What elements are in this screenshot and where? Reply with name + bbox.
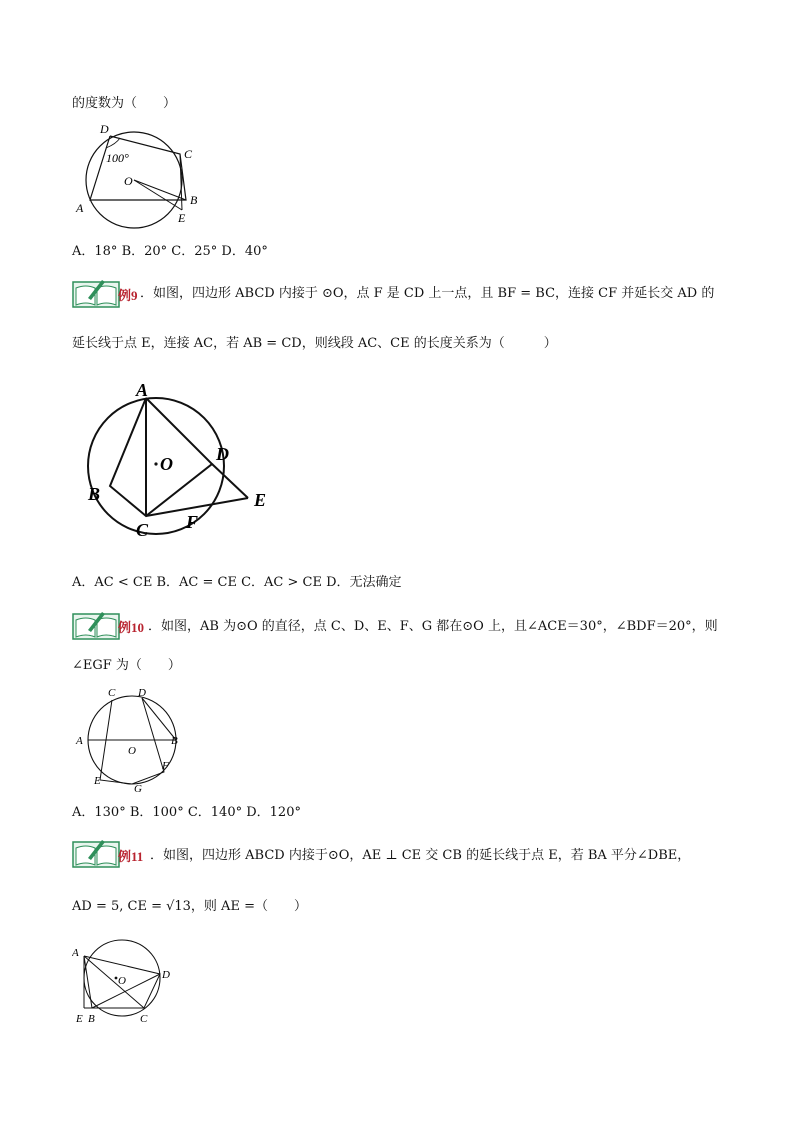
q10-fig-label: F	[162, 760, 169, 772]
q11-fig-label: O	[118, 975, 126, 987]
q11-stem-line1: ．如图，四边形 ABCD 内接于⊙O，AE ⊥ CE 交 CB 的延长线于点 E，若 BA 平分∠DBE，	[150, 848, 691, 863]
q10-fig-label: E	[94, 775, 101, 787]
q11-example-label: 例11	[118, 849, 144, 864]
q11-fig-label: B	[88, 1013, 95, 1025]
q8-fig-label: E	[178, 211, 186, 225]
q8-fig-angle: 100°	[106, 151, 129, 165]
q10-fig-label: G	[134, 783, 142, 794]
q10-fig-label: C	[108, 687, 116, 699]
q9-fig-label: F	[186, 512, 199, 532]
q8-fig-label: B	[190, 193, 198, 207]
q9-stem-line2: 延长线于点 E，连接 AC，若 AB = CD，则线段 AC、CE 的长度关系为（ ）	[72, 336, 557, 351]
q9-fig-label: D	[216, 444, 229, 464]
q11-stem-line2: AD = 5, CE = √13，则 AE =（ ）	[72, 899, 307, 914]
q8-fig-label: D	[100, 122, 109, 136]
q11-fig-label: D	[162, 969, 170, 981]
q10-fig-label: A	[76, 735, 83, 747]
q10-fig-label: D	[138, 687, 146, 699]
q8-fig-label: A	[76, 201, 84, 215]
q9-stem-line1: ．如图，四边形 ABCD 内接于 ⊙O，点 F 是 CD 上一点，且 BF = BC，连接 CF 并延长交 AD 的	[140, 286, 715, 301]
q8-fig-label: O	[124, 174, 133, 188]
q9-options: A．AC < CE B．AC = CE C．AC > CE D．无法确定	[72, 575, 402, 590]
example-book-icon	[72, 610, 120, 640]
q8-fig-label: C	[184, 147, 193, 161]
example-book-icon	[72, 278, 120, 308]
q10-options: A．130° B．100° C．140° D．120°	[72, 805, 301, 820]
q9-fig-label: E	[254, 490, 267, 510]
q11-fig-label: C	[140, 1013, 148, 1025]
q10-fig-label: O	[128, 745, 136, 757]
q10-fig-label: B	[171, 735, 178, 747]
q9-fig-label: A	[136, 380, 149, 400]
q9-fig-label: O	[160, 454, 173, 474]
q8-options: A．18° B．20° C．25° D．40°	[72, 244, 268, 259]
q9-fig-label: C	[136, 520, 149, 540]
q11-fig-label: E	[76, 1013, 83, 1025]
example-book-icon	[72, 838, 120, 868]
q8-figure	[72, 118, 212, 230]
q11-figure	[72, 934, 182, 1026]
q10-stem-line2: ∠EGF 为（ ）	[72, 658, 181, 673]
q10-example-label: 例10	[118, 620, 145, 635]
q11-fig-label: A	[72, 947, 79, 959]
q8-stem-tail: 的度数为（ ）	[72, 96, 177, 111]
q10-figure	[72, 684, 184, 794]
q10-stem-line1: ．如图，AB 为⊙O 的直径，点 C、D、E、F、G 都在⊙O 上，且∠ACE＝30°，∠BDF＝20°，则	[148, 619, 718, 634]
q9-example-label: 例9	[118, 288, 138, 303]
q9-figure	[80, 378, 280, 543]
q9-fig-label: B	[88, 484, 101, 504]
